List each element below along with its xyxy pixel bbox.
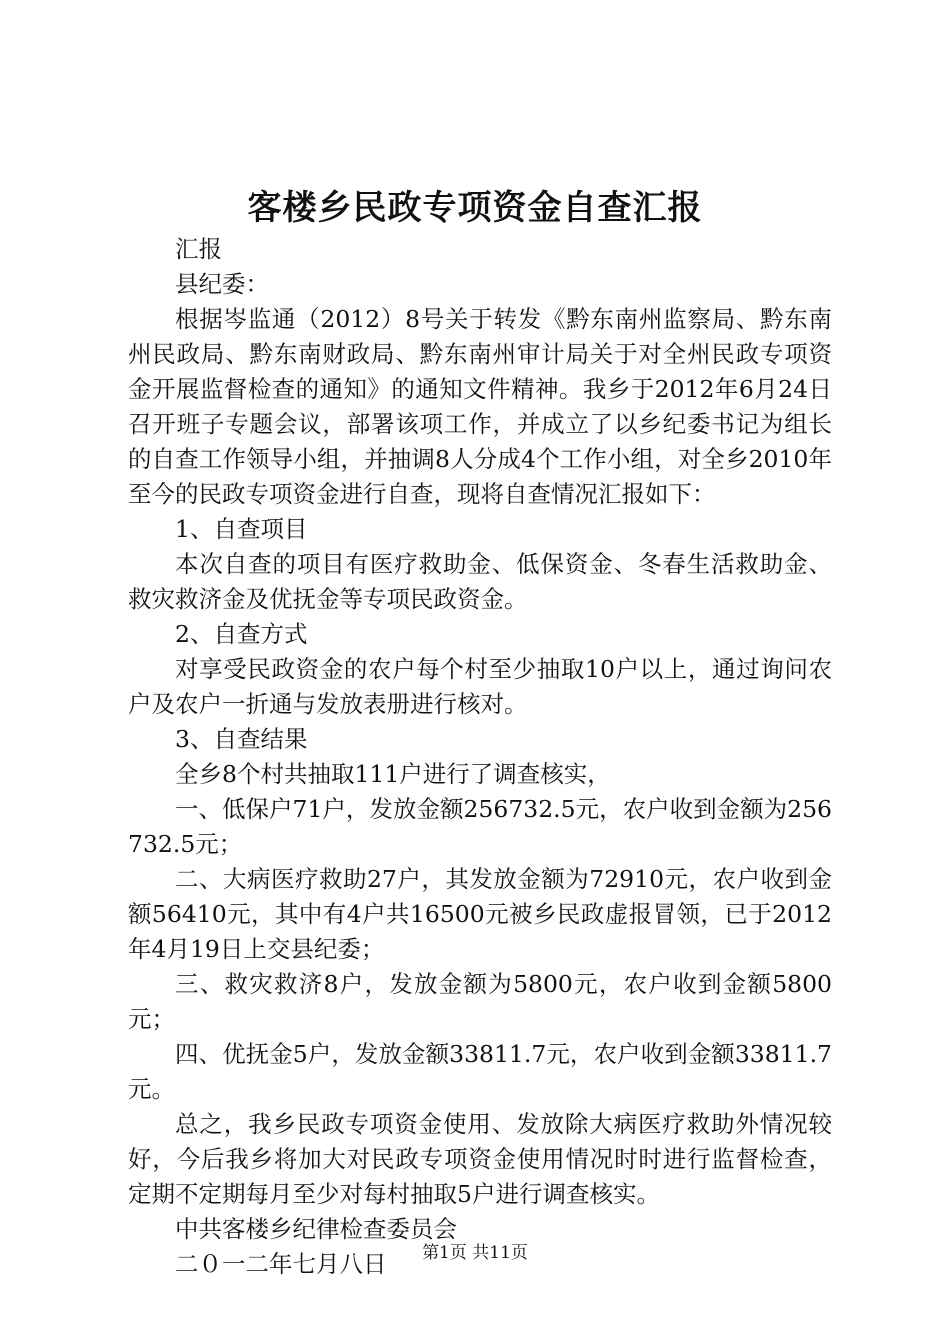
paragraph-result-item-2: 二、大病医疗救助27户，其发放金额为72910元，农户收到金额56410元，其中有4户共16500元被乡民政虚报冒领，已于2012年4月19日上交县纪委； [128, 865, 832, 963]
paragraph-intro: 根据岑监通（2012）8号关于转发《黔东南州监察局、黔东南州民政局、黔东南财政局、黔东南州审计局关于对全州民政专项资金开展监督检查的通知》的通知文件精神。我乡于2012年6月24日召开班子专题会议，部署该项工作，并成立了以乡纪委书记为组长的自查工作领导小组，并抽调8人分成4个工作小组，对全乡2010年至今的民政专项资金进行自查，现将自查情况汇报如下： [128, 305, 832, 508]
document-title: 客楼乡民政专项资金自查汇报 [247, 188, 703, 228]
document-body [128, 232, 832, 1282]
paragraph-section-1-body: 本次自查的项目有医疗救助金、低保资金、冬春生活救助金、救灾救济金及优抚金等专项民政资金。 [128, 550, 832, 613]
paragraph-result-item-1: 一、低保户71户，发放金额256732.5元，农户收到金额为256732.5元； [128, 795, 832, 858]
paragraph-section-3-heading: 3、自查结果 [175, 725, 308, 753]
paragraph-section-2-heading: 2、自查方式 [175, 620, 308, 648]
paragraph-section-2-body: 对享受民政资金的农户每个村至少抽取10户以上，通过询问农户及农户一折通与发放表册进行核对。 [128, 655, 832, 718]
paragraph-heading-report: 汇报 [175, 235, 222, 263]
paragraph-salutation: 县纪委： [175, 270, 269, 298]
paragraph-signature-org: 中共客楼乡纪律检查委员会 [175, 1215, 457, 1243]
paragraph-result-item-4: 四、优抚金5户，发放金额33811.7元，农户收到金额33811.7元。 [128, 1040, 832, 1103]
page-indicator: 第1页 共11页 [422, 1243, 528, 1263]
paragraph-conclusion: 总之，我乡民政专项资金使用、发放除大病医疗救助外情况较好，今后我乡将加大对民政专项资金使用情况时时进行监督检查，定期不定期每月至少对每村抽取5户进行调查核实。 [128, 1110, 832, 1208]
paragraph-signature-date: 二０一二年七月八日 [175, 1250, 387, 1278]
paragraph-section-1-heading: 1、自查项目 [175, 515, 308, 543]
paragraph-section-3-summary: 全乡8个村共抽取111户进行了调查核实， [175, 760, 611, 788]
paragraph-result-item-3: 三、救灾救济8户，发放金额为5800元，农户收到金额5800元； [128, 970, 832, 1033]
